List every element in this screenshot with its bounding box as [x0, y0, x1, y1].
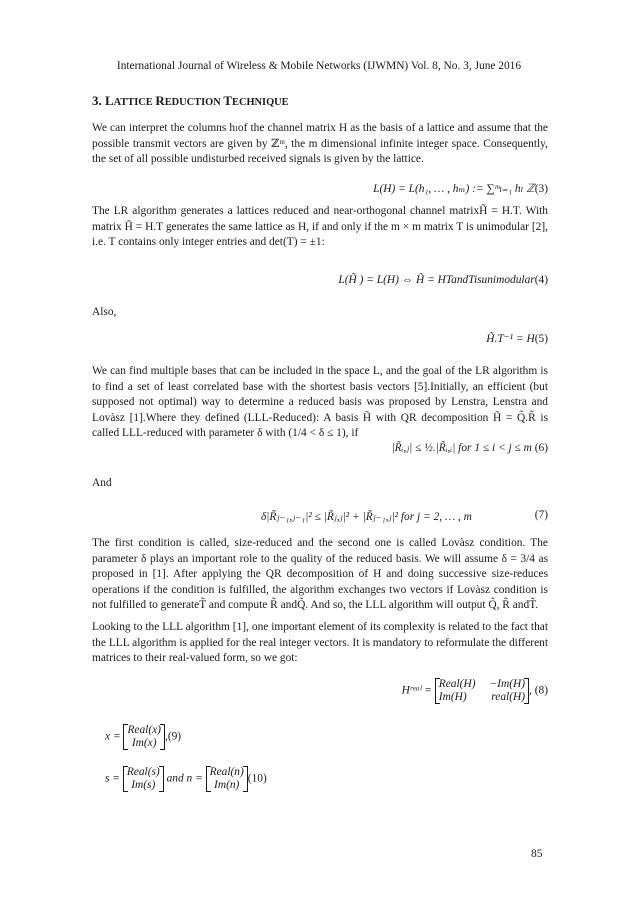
equation-6-number: (6) — [534, 442, 548, 454]
equation-8 — [402, 678, 548, 704]
equation-7-number-text: (7) — [534, 509, 548, 521]
matrix-cell: Real(H) — [438, 678, 476, 690]
equation-9-lhs: x = — [105, 730, 121, 743]
equation-10-mid: and n = — [166, 772, 203, 785]
section-title-part: R — [155, 93, 165, 108]
section-number: 3. — [92, 93, 105, 108]
paragraph-2: The LR algorithm generates a lattices reduced and near-orthogonal channel matrixH̃ = H.T. With matrix H̃ = H.T generates the same lattice as H, if and only if the m × m matrix T is unimodular [2], i.e. T contains only integer entries and det(T) = ±1: — [92, 205, 548, 248]
equation-8-matrix — [435, 678, 529, 704]
paragraph-5: Looking to the LLL algorithm [1], one important element of its complexity is related to the fact that the LLL algorithm is applied for the real integer vectors. It is mandatory to reformulate the different matrices to their real-valued form, so we got: — [92, 621, 548, 664]
equation-3-body: L(H) = L(h₁, … , hₘ) := ∑ᵐₗ₌₁ hₗ ℤ — [373, 183, 535, 195]
equation-4-body: L(H̃ ) = L(H) ⇔ H̃ = HTandTisunimodular — [338, 274, 535, 286]
vector-cell: Real(x) — [127, 724, 161, 736]
paragraph-3: We can find multiple bases that can be included in the space L, and the goal of the LR algorithm is to find a set of least correlated base with the shortest basis vectors [5].Initially, an efficient (but supposed not optimal) way to determine a reduced basis was proposed by Lenstra, Lenstra and Lovàsz [1].Where they defined (LLL-Reduced): A basis H̃ with QR decomposition H̃ = Q̃.R̃ is called LLL-reduced with parameter δ with (1/4 < δ ≤ 1), if — [92, 365, 548, 439]
section-title-part: T — [223, 93, 233, 108]
equation-8-number: , (8) — [529, 684, 548, 697]
page-number: 85 — [531, 848, 543, 860]
section-title — [92, 93, 289, 109]
equation-10-vector-n — [206, 766, 248, 792]
paragraph-1: We can interpret the columns hₗof the channel matrix H as the basis of a lattice and assume that the possible transmit vectors are given by ℤᵐ, the m dimensional infinite integer space. Consequently, the set of all possible undisturbed received signals is given by the lattice. — [92, 122, 548, 165]
equation-9 — [105, 724, 181, 750]
vector-cell: Im(n) — [214, 779, 240, 791]
equation-8-lhs: Hʳᵉᵃˡ = — [401, 684, 432, 697]
equation-10-number: (10) — [247, 772, 267, 785]
equation-5-body: H̃.T⁻¹ = H — [486, 333, 535, 345]
equation-10-lhs: s = — [105, 772, 120, 785]
section-title-part: ATTICE — [113, 97, 156, 108]
section-title-part: ECHNIQUE — [232, 97, 289, 108]
equation-9-number: ,(9) — [164, 730, 182, 743]
equation-10-vector-s — [123, 766, 164, 792]
equation-5 — [486, 331, 548, 345]
vector-cell: Real(s) — [126, 766, 160, 778]
equation-9-vector — [123, 724, 165, 750]
equation-6-body: |R̃ᵢ,ⱼ| ≤ ½.|R̃ᵢ,ᵢ| for 1 ≤ i < j ≤ m — [391, 442, 532, 454]
equation-7-number — [535, 509, 548, 521]
also-label: Also, — [92, 306, 117, 318]
equation-10 — [105, 766, 267, 792]
journal-header: International Journal of Wireless & Mobile Networks (IJWMN) Vol. 8, No. 3, June 2016 — [116, 60, 522, 72]
vector-cell: Im(s) — [131, 779, 156, 791]
paragraph-4: The first condition is called, size-reduced and the second one is called Lovàsz condition. The parameter δ plays an important role to the quality of the reduced basis. We will assume δ = 3/4 as proposed in [1]. After applying the QR decomposition of H and doing successive size-reduces operations if the condition is fulfilled, the algorithm exchanges two vectors if Lovàsz condition is not fulfilled to generateT̃ and compute R̃ andQ̃. And so, the LLL algorithm will output Q̃, R̃ andT̃. — [92, 537, 548, 611]
equation-6 — [391, 440, 548, 454]
equation-7-body: δ|R̃ⱼ₋₁,ⱼ₋₁|² ≤ |R̃ⱼ,ⱼ|² + |R̃ⱼ₋₁,ⱼ|² for j = 2, … , m — [261, 511, 472, 523]
equation-3-number: (3) — [534, 183, 548, 195]
vector-cell: Real(n) — [209, 766, 244, 778]
equation-7 — [261, 509, 472, 523]
vector-cell: Im(x) — [131, 737, 157, 749]
section-title-part: EDUCTION — [164, 97, 224, 108]
equation-4 — [338, 274, 548, 286]
matrix-cell: Im(H) — [438, 691, 467, 703]
and-label: And — [92, 477, 112, 489]
matrix-cell: −Im(H) — [489, 678, 526, 690]
equation-3 — [373, 181, 548, 195]
matrix-cell: real(H) — [491, 691, 526, 703]
section-title-part: L — [105, 93, 114, 108]
equation-5-number: (5) — [534, 333, 548, 345]
equation-4-number: (4) — [534, 274, 548, 286]
